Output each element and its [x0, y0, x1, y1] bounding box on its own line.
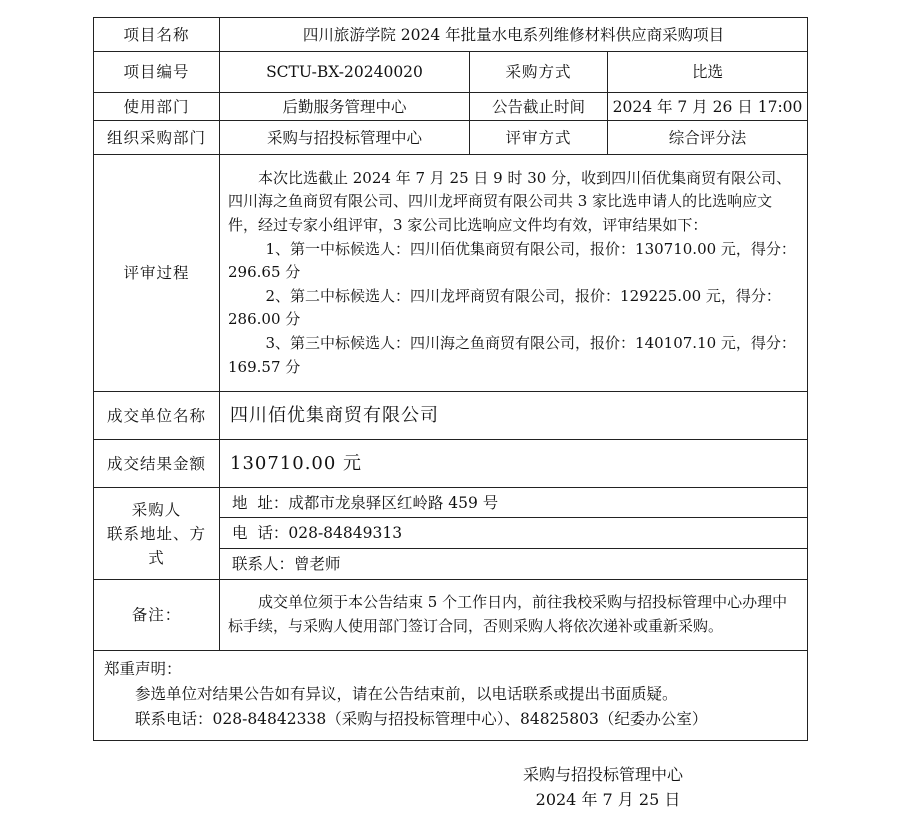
row-buyer-address: [94, 488, 808, 518]
buyer-phone: 电 话：028-84849313: [220, 518, 808, 549]
review-method-label: 评审方式: [470, 121, 608, 155]
project-name-label: 项目名称: [94, 18, 220, 52]
department-label: 使用部门: [94, 93, 220, 121]
remarks-text: 成交单位须于本公告结束 5 个工作日内，前往我校采购与招投标管理中心办理中标手续，与采购人使用部门签订合同，否则采购人将依次递补或重新采购。: [228, 593, 788, 635]
candidate-1: 1、第一中标候选人：四川佰优集商贸有限公司，报价：130710.00 元，得分：296.65 分: [228, 239, 796, 282]
procurement-method-label: 采购方式: [470, 52, 608, 93]
buyer-contact-label: [94, 488, 220, 580]
procurement-method-value: 比选: [608, 52, 808, 93]
row-amount: [94, 440, 808, 488]
winner-value: 四川佰优集商贸有限公司: [220, 392, 808, 440]
declaration-title: 郑重声明：: [104, 660, 182, 678]
row-project-name: [94, 18, 808, 52]
declaration-line1: 参选单位对结果公告如有异议，请在公告结束前，以电话联系或提出书面质疑。: [135, 685, 678, 703]
row-review-process: [94, 155, 808, 392]
footer-issuer: 采购与招投标管理中心: [522, 765, 683, 784]
row-winner: [94, 392, 808, 440]
candidate-3: 3、第三中标候选人：四川海之鱼商贸有限公司，报价：140107.10 元，得分：169.57 分: [228, 333, 796, 376]
organizer-label: 组织采购部门: [94, 121, 220, 155]
buyer-address: 地 址：成都市龙泉驿区红岭路 459 号: [220, 488, 808, 518]
declaration-block: [94, 651, 808, 741]
winner-label: 成交单位名称: [94, 392, 220, 440]
row-declaration: [94, 651, 808, 741]
amount-value: 130710.00 元: [220, 440, 808, 488]
candidate-2: 2、第二中标候选人：四川龙坪商贸有限公司，报价：129225.00 元，得分：286.00 分: [228, 286, 781, 329]
deadline-label: 公告截止时间: [470, 93, 608, 121]
organizer-value: 采购与招投标管理中心: [220, 121, 470, 155]
buyer-label-line3: 式: [148, 548, 165, 567]
remarks-label: 备注：: [94, 580, 220, 651]
review-process-label: 评审过程: [94, 155, 220, 392]
project-no-label: 项目编号: [94, 52, 220, 93]
footer-date: 2024 年 7 月 25 日: [535, 790, 681, 809]
buyer-label-line1: 采购人: [131, 500, 182, 519]
review-process-intro: 本次比选截止 2024 年 7 月 25 日 9 时 30 分，收到四川佰优集商贸有限公司、四川海之鱼商贸有限公司、四川龙坪商贸有限公司共 3 家比选申请人的比选响应文件，经过专家小组评审，3 家公司比选响应文件均有效，评审结果如下：: [228, 168, 792, 235]
project-no-value: SCTU-BX-20240020: [220, 52, 470, 93]
department-value: 后勤服务管理中心: [220, 93, 470, 121]
declaration-line2: 联系电话：028-84842338（采购与招投标管理中心）、84825803（纪委办公室）: [135, 710, 708, 728]
row-department: [94, 93, 808, 121]
review-process-content: [220, 155, 808, 392]
remarks-value: [220, 580, 808, 651]
row-remarks: [94, 580, 808, 651]
announcement-table: [93, 17, 808, 741]
deadline-value: 2024 年 7 月 26 日 17:00: [608, 93, 808, 121]
review-method-value: 综合评分法: [608, 121, 808, 155]
row-organizer: [94, 121, 808, 155]
project-name-value: 四川旅游学院 2024 年批量水电系列维修材料供应商采购项目: [220, 18, 808, 52]
buyer-label-line2: 联系地址、方: [106, 524, 206, 543]
amount-label: 成交结果金额: [94, 440, 220, 488]
row-project-no: [94, 52, 808, 93]
buyer-contact-person: 联系人：曾老师: [220, 549, 808, 580]
